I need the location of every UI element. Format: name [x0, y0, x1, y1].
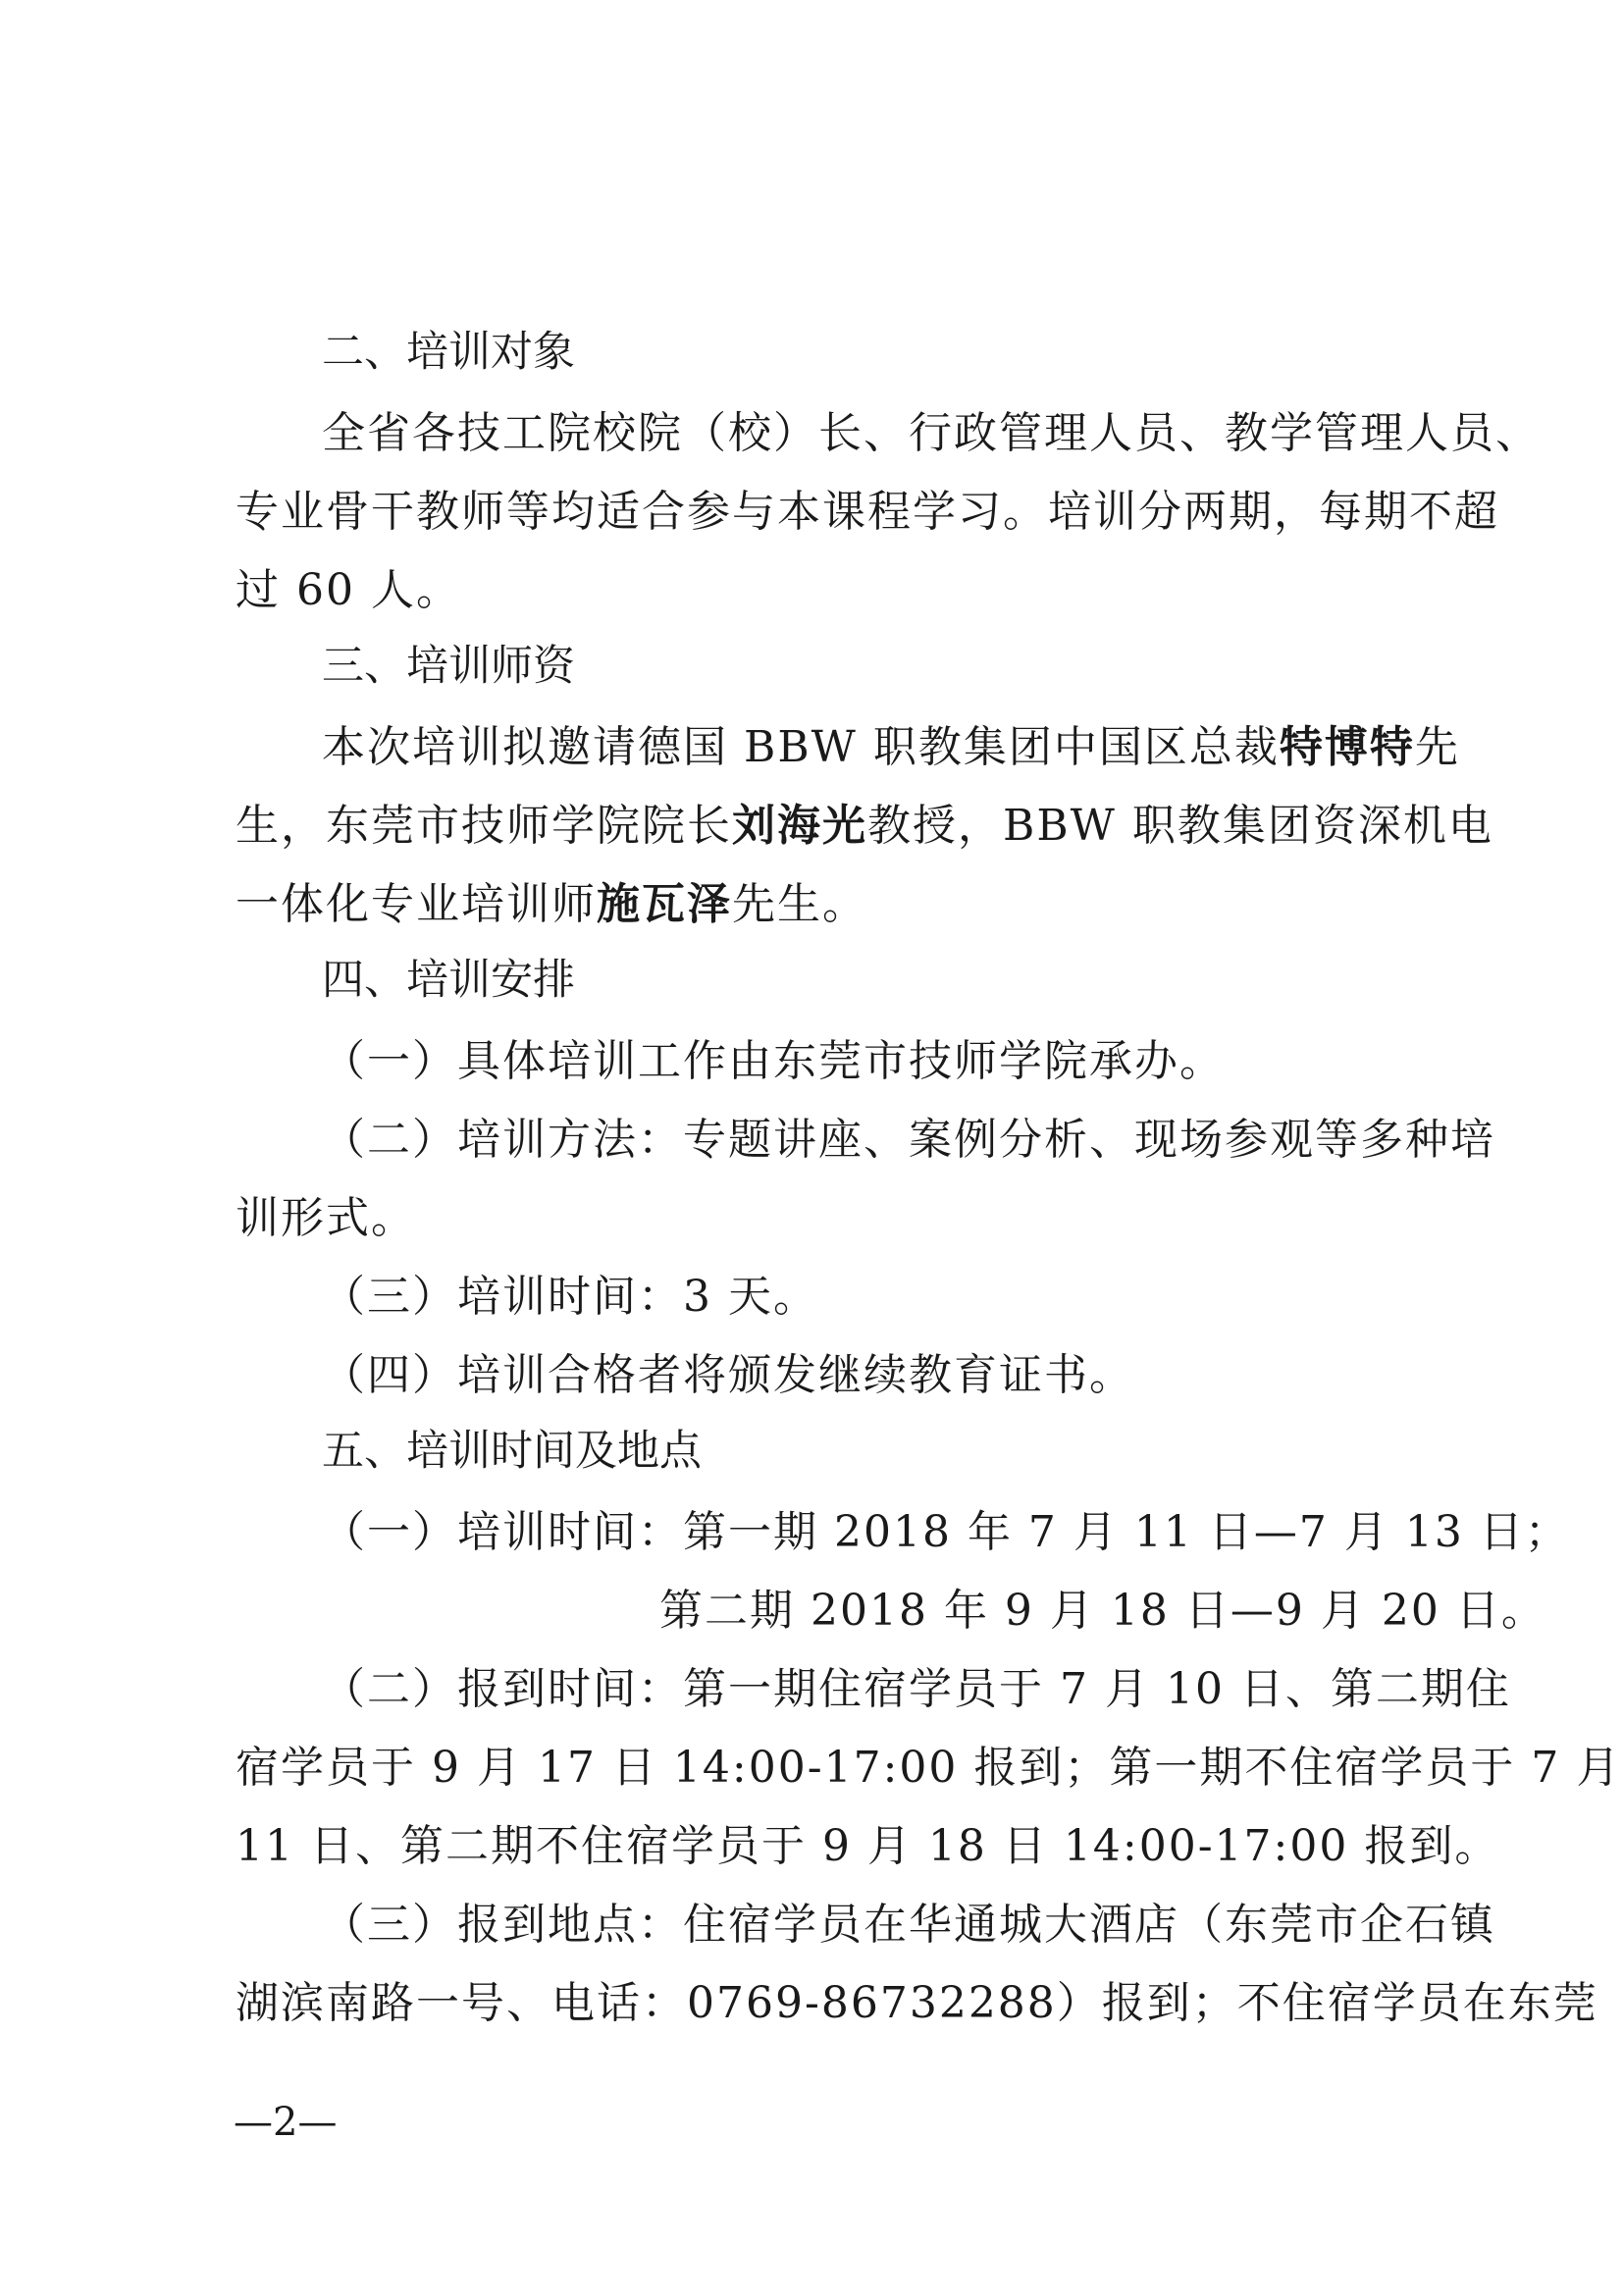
paragraph-line: 11 日、第二期不住宿学员于 9 月 18 日 14:00-17:00 报到。 [236, 1821, 1500, 1871]
section-heading-time-location: 五、培训时间及地点 [322, 1427, 702, 1476]
section-heading-arrangement: 四、培训安排 [322, 956, 575, 1005]
paragraph-line: （四）培训合格者将颁发继续教育证书。 [322, 1350, 1134, 1400]
paragraph-line: 宿学员于 9 月 17 日 14:00-17:00 报到；第一期不住宿学员于 7 月 [236, 1743, 1622, 1793]
text-run: 先 [1414, 722, 1460, 772]
page-number: —2— [234, 2100, 338, 2145]
paragraph-line: （二）培训方法：专题讲座、案例分析、现场参观等多种培 [322, 1115, 1495, 1165]
paragraph-line: 过 60 人。 [236, 565, 461, 615]
paragraph-line [236, 790, 1493, 853]
text-run: 一体化专业培训师 [236, 879, 597, 929]
section-heading-trainers: 三、培训师资 [322, 642, 575, 691]
text-run: 教授，BBW 职教集团资深机电 [867, 801, 1493, 851]
paragraph-line [236, 868, 867, 931]
text-run: 本次培训拟邀请德国 BBW 职教集团中国区总裁 [322, 722, 1280, 772]
paragraph-line: （二）报到时间：第一期住宿学员于 7 月 10 日、第二期住 [322, 1664, 1511, 1714]
paragraph-line: （一）培训时间：第一期 2018 年 7 月 11 日—7 月 13 日； [322, 1507, 1570, 1557]
paragraph-line: （三）培训时间：3 天。 [322, 1272, 818, 1322]
paragraph-line: 湖滨南路一号、电话：0769-86732288）报到；不住宿学员在东莞 [236, 1978, 1598, 2028]
paragraph-line: 全省各技工院校院（校）长、行政管理人员、教学管理人员、 [322, 408, 1541, 458]
paragraph-line: 第二期 2018 年 9 月 18 日—9 月 20 日。 [659, 1586, 1546, 1636]
paragraph-line: （三）报到地点：住宿学员在华通城大酒店（东莞市企石镇 [322, 1900, 1495, 1950]
trainer-name-liuhaiguang: 刘海光 [732, 801, 867, 851]
text-run: 先生。 [732, 879, 867, 929]
section-heading-training-target: 二、培训对象 [322, 328, 575, 377]
trainer-name-tebote: 特博特 [1279, 722, 1415, 772]
trainer-name-shiwaze: 施瓦泽 [597, 879, 732, 929]
paragraph-line: 训形式。 [236, 1193, 416, 1243]
paragraph-line: （一）具体培训工作由东莞市技师学院承办。 [322, 1036, 1225, 1086]
paragraph-line: 专业骨干教师等均适合参与本课程学习。培训分两期，每期不超 [236, 487, 1499, 537]
text-run: 生，东莞市技师学院院长 [236, 801, 732, 851]
paragraph-line [322, 711, 1460, 774]
